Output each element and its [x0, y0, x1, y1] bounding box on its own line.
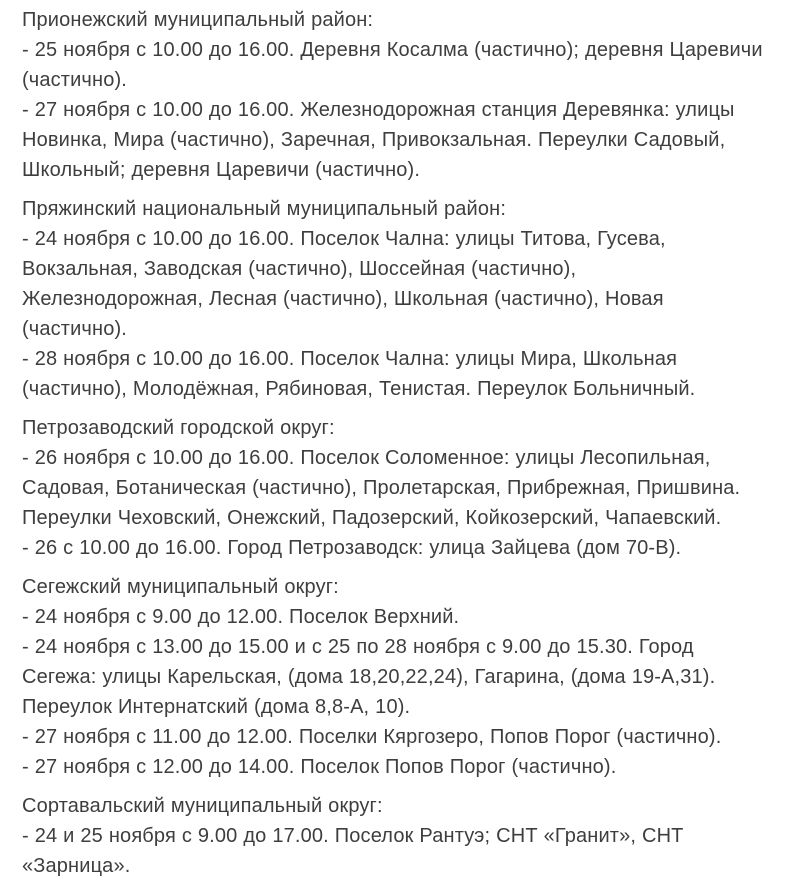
- outage-entry: - 26 ноября с 10.00 до 16.00. Поселок Соломенное: улицы Лесопильная, Садовая, Ботаническая (частично), Пролетарская, Прибрежная, Пришвина. Переулки Чеховский, Онежский, Падозерский, Койкозерский, Чапаевский.: [22, 447, 741, 529]
- district-header: Сегежский муниципальный округ:: [22, 576, 339, 598]
- district-header: Прионежский муниципальный район:: [22, 9, 374, 31]
- outage-entry: - 24 ноября с 9.00 до 12.00. Поселок Верхний.: [22, 606, 460, 628]
- district-header: Петрозаводский городской округ:: [22, 417, 335, 439]
- outage-entry: - 26 с 10.00 до 16.00. Город Петрозаводск: улица Зайцева (дом 70-В).: [22, 537, 682, 559]
- district-header: Пряжинский национальный муниципальный район:: [22, 198, 507, 220]
- district-header: Сортавальский муниципальный округ:: [22, 795, 383, 817]
- district-section-petrozavodsk: [22, 413, 763, 563]
- outage-entry: - 27 ноября с 12.00 до 14.00. Поселок Попов Порог (частично).: [22, 756, 617, 778]
- outage-entry: - 24 ноября с 10.00 до 16.00. Поселок Чална: улицы Титова, Гусева, Вокзальная, Заводская (частично), Шоссейная (частично), Железнодорожная, Лесная (частично), Школьная (частично), Новая (частично).: [22, 228, 666, 340]
- district-section-segezhsky: [22, 572, 763, 782]
- district-section-pryazhinsky: [22, 194, 763, 404]
- outage-entry: - 27 ноября с 11.00 до 12.00. Поселки Кяргозеро, Попов Порог (частично).: [22, 726, 722, 748]
- outage-entry: - 24 ноября с 13.00 до 15.00 и с 25 по 28 ноября с 9.00 до 15.30. Город Сегежа: улицы Карельская, (дома 18,20,22,24), Гагарина, (дома 19-А,31). Переулок Интернатский (дома 8,8-А, 10).: [22, 636, 716, 718]
- outage-entry: - 28 ноября с 10.00 до 16.00. Поселок Чална: улицы Мира, Школьная (частично), Молодёжная, Рябиновая, Тенистая. Переулок Больничный.: [22, 348, 696, 400]
- outage-entry: - 25 ноября с 10.00 до 16.00. Деревня Косалма (частично); деревня Царевичи (частично).: [22, 39, 763, 91]
- outage-entry: - 24 и 25 ноября с 9.00 до 17.00. Поселок Рантуэ; СНТ «Гранит», СНТ «Зарница».: [22, 825, 684, 877]
- district-section-prionezhsky: [22, 5, 763, 185]
- district-section-sortavalsky: [22, 791, 763, 881]
- outage-entry: - 27 ноября с 10.00 до 16.00. Железнодорожная станция Деревянка: улицы Новинка, Мира (частично), Заречная, Привокзальная. Переулки Садовый, Школьный; деревня Царевичи (частично).: [22, 99, 735, 181]
